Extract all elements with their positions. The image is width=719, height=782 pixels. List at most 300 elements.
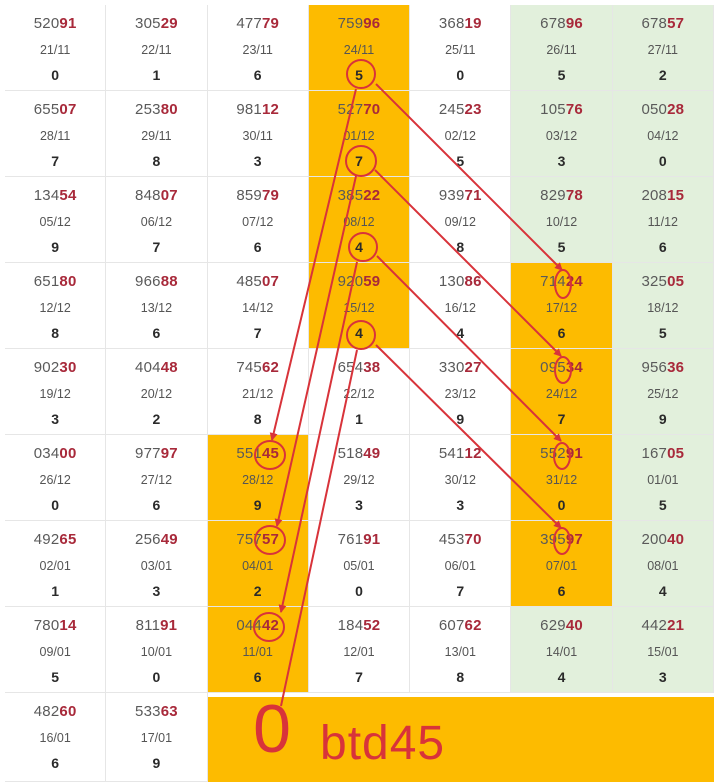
result-number-tail: 60	[59, 703, 77, 720]
result-date: 08/01	[647, 559, 679, 573]
result-number-tail: 38	[363, 359, 381, 376]
result-number-head: 829	[540, 187, 566, 204]
result-digit: 3	[456, 497, 465, 513]
result-number-head: 208	[641, 187, 668, 204]
result-number-head: 527	[337, 101, 364, 118]
result-digit: 3	[355, 497, 363, 513]
result-number-head: 678	[641, 15, 668, 32]
result-number-head: 902	[33, 359, 60, 376]
result-number-tail: 21	[667, 617, 685, 634]
result-date: 20/12	[140, 387, 173, 401]
result-digit: 4	[456, 325, 465, 341]
result-cell	[106, 5, 207, 91]
result-number	[410, 187, 510, 204]
result-digit: 3	[253, 153, 262, 169]
result-cell	[511, 91, 612, 177]
result-number-tail: 29	[160, 15, 178, 32]
result-cell	[511, 263, 612, 349]
result-number-tail: 97	[160, 445, 178, 462]
result-number	[5, 187, 105, 204]
result-cell	[511, 521, 612, 607]
result-number-head: 105	[540, 101, 566, 118]
result-digit: 3	[658, 669, 667, 685]
result-number-head: 981	[236, 101, 262, 118]
result-number-head: 330	[438, 359, 465, 376]
result-digit: 6	[51, 755, 60, 771]
result-cell	[5, 177, 106, 263]
result-number-tail: 91	[59, 15, 77, 32]
result-number-head: 939	[438, 187, 465, 204]
result-number-head: 482	[33, 703, 60, 720]
result-digit: 0	[456, 67, 465, 83]
result-number-head: 184	[337, 617, 364, 634]
result-number-head: 034	[33, 445, 60, 462]
result-date: 03/12	[545, 129, 578, 143]
result-digit: 2	[658, 67, 667, 83]
result-digit: 0	[51, 67, 60, 83]
result-number	[309, 359, 409, 376]
result-number-tail: 97	[565, 531, 583, 548]
result-number-tail: 36	[667, 359, 685, 376]
result-number-tail: 07	[160, 187, 178, 204]
result-date: 18/12	[647, 301, 679, 315]
result-number-head: 167	[641, 445, 668, 462]
result-number	[106, 617, 206, 634]
result-number-tail: 27	[464, 359, 482, 376]
result-number-head: 200	[641, 531, 668, 548]
result-number-head: 714	[540, 273, 566, 290]
result-date: 24/11	[343, 43, 375, 57]
result-digit: 7	[456, 583, 465, 599]
result-number	[5, 101, 105, 118]
result-date: 01/01	[647, 473, 679, 487]
result-date: 26/11	[546, 43, 577, 57]
result-cell	[511, 5, 612, 91]
result-number	[613, 187, 713, 204]
result-number-tail: 07	[261, 273, 280, 290]
result-number-head: 520	[33, 15, 60, 32]
result-number-tail: 79	[261, 187, 280, 204]
result-number-head: 492	[33, 531, 60, 548]
result-number	[106, 15, 206, 32]
result-digit: 4	[355, 239, 363, 255]
result-cell	[613, 177, 714, 263]
result-number	[208, 445, 308, 462]
result-cell	[410, 177, 511, 263]
result-date: 17/12	[545, 301, 578, 315]
result-date: 06/12	[140, 215, 173, 229]
result-number-tail: 19	[464, 15, 482, 32]
result-digit: 5	[456, 153, 465, 169]
result-digit: 0	[355, 583, 363, 599]
result-digit: 7	[355, 153, 363, 169]
result-number	[511, 531, 611, 548]
result-date: 03/01	[140, 559, 173, 573]
result-digit: 8	[51, 325, 60, 341]
result-digit: 7	[355, 669, 363, 685]
result-number-head: 395	[540, 531, 566, 548]
result-date: 02/12	[444, 129, 476, 143]
result-date: 28/11	[39, 129, 71, 143]
result-digit: 3	[51, 411, 60, 427]
result-digit: 1	[51, 583, 60, 599]
result-number-tail: 78	[565, 187, 583, 204]
result-date: 09/01	[39, 645, 71, 659]
result-number	[410, 273, 510, 290]
result-digit: 9	[51, 239, 60, 255]
result-cell	[410, 5, 511, 91]
result-number-head: 404	[135, 359, 161, 376]
result-cell	[613, 263, 714, 349]
result-number-head: 678	[540, 15, 566, 32]
result-digit: 6	[253, 669, 262, 685]
result-number-head: 651	[33, 273, 60, 290]
result-number-tail: 07	[59, 101, 77, 118]
result-number-tail: 62	[464, 617, 482, 634]
result-number-head: 552	[540, 445, 566, 462]
result-number-head: 551	[236, 445, 262, 462]
result-date: 29/11	[141, 129, 172, 143]
result-number-tail: 91	[565, 445, 583, 462]
result-digit: 6	[253, 67, 262, 83]
result-number	[309, 531, 409, 548]
result-cell	[410, 607, 511, 693]
result-date: 27/11	[647, 43, 678, 57]
result-number	[613, 359, 713, 376]
result-date: 10/12	[545, 215, 578, 229]
result-number	[511, 187, 611, 204]
result-number-head: 977	[135, 445, 161, 462]
result-number-head: 305	[135, 15, 161, 32]
result-cell	[613, 521, 714, 607]
result-number-head: 518	[337, 445, 364, 462]
result-number	[309, 15, 409, 32]
result-number-tail: 28	[667, 101, 685, 118]
result-date: 29/12	[343, 473, 375, 487]
result-cell	[106, 91, 207, 177]
result-cell	[5, 349, 106, 435]
result-digit: 1	[152, 67, 161, 83]
big-zero-digit: 0	[253, 691, 291, 767]
result-number-head: 759	[337, 15, 364, 32]
result-digit: 6	[152, 325, 161, 341]
result-cell	[309, 435, 410, 521]
result-date: 09/12	[444, 215, 476, 229]
result-digit: 6	[658, 239, 667, 255]
result-date: 08/12	[343, 215, 375, 229]
result-number	[106, 187, 206, 204]
result-digit: 6	[557, 583, 566, 599]
result-digit: 9	[152, 755, 161, 771]
result-number-tail: 80	[59, 273, 77, 290]
result-number	[511, 273, 611, 290]
result-digit: 6	[253, 239, 262, 255]
result-date: 30/11	[242, 129, 273, 143]
result-date: 01/12	[343, 129, 375, 143]
result-digit: 7	[253, 325, 262, 341]
result-cell	[106, 435, 207, 521]
result-number	[309, 187, 409, 204]
result-cell	[106, 607, 207, 693]
result-number-tail: 00	[59, 445, 77, 462]
result-cell	[208, 91, 309, 177]
annotation-note: btd45	[320, 717, 446, 770]
result-date: 27/12	[140, 473, 173, 487]
result-cell	[309, 91, 410, 177]
result-cell	[309, 607, 410, 693]
result-number	[309, 445, 409, 462]
result-digit: 7	[152, 239, 161, 255]
result-cell	[208, 263, 309, 349]
result-date: 16/01	[39, 731, 71, 745]
result-number-head: 325	[641, 273, 668, 290]
result-number-tail: 62	[261, 359, 280, 376]
result-number-tail: 80	[160, 101, 178, 118]
result-digit: 5	[658, 497, 667, 513]
result-number	[208, 101, 308, 118]
result-number-head: 253	[135, 101, 161, 118]
result-date: 10/01	[140, 645, 173, 659]
result-number-head: 920	[337, 273, 364, 290]
result-digit: 9	[253, 497, 262, 513]
result-number-tail: 86	[464, 273, 482, 290]
result-cell	[309, 5, 410, 91]
result-number-tail: 63	[160, 703, 178, 720]
annotation-box	[208, 697, 714, 782]
result-number-head: 848	[135, 187, 161, 204]
result-digit: 0	[51, 497, 60, 513]
result-cell	[613, 435, 714, 521]
result-digit: 4	[355, 325, 363, 341]
result-number	[613, 445, 713, 462]
result-date: 16/12	[444, 301, 476, 315]
result-digit: 0	[152, 669, 161, 685]
result-number-tail: 70	[464, 531, 482, 548]
result-cell	[5, 521, 106, 607]
result-digit: 3	[152, 583, 161, 599]
result-number-tail: 49	[363, 445, 381, 462]
result-cell	[511, 435, 612, 521]
result-digit: 0	[658, 153, 667, 169]
result-cell	[511, 607, 612, 693]
result-number-tail: 65	[59, 531, 77, 548]
result-cell	[208, 349, 309, 435]
result-number-tail: 30	[59, 359, 77, 376]
result-cell	[208, 435, 309, 521]
result-number	[511, 359, 611, 376]
result-number-head: 453	[438, 531, 465, 548]
result-number-tail: 05	[667, 273, 685, 290]
result-number	[309, 101, 409, 118]
result-number-head: 655	[33, 101, 60, 118]
result-number-tail: 12	[261, 101, 280, 118]
results-grid	[5, 5, 714, 782]
result-number-tail: 49	[160, 531, 178, 548]
result-number-head: 368	[438, 15, 465, 32]
result-number-tail: 23	[464, 101, 482, 118]
result-number-head: 607	[438, 617, 465, 634]
result-number-head: 757	[236, 531, 262, 548]
result-number	[309, 617, 409, 634]
result-cell	[5, 263, 106, 349]
result-number	[613, 531, 713, 548]
result-digit: 6	[557, 325, 566, 341]
result-number	[410, 445, 510, 462]
result-number-tail: 57	[667, 15, 685, 32]
result-number	[613, 273, 713, 290]
result-number	[208, 359, 308, 376]
result-cell	[613, 91, 714, 177]
result-cell	[208, 177, 309, 263]
result-number-head: 541	[438, 445, 465, 462]
result-number	[106, 273, 206, 290]
result-cell	[613, 5, 714, 91]
result-date: 11/12	[647, 215, 678, 229]
result-digit: 7	[51, 153, 60, 169]
result-digit: 3	[557, 153, 566, 169]
result-cell	[410, 435, 511, 521]
result-number-head: 256	[135, 531, 161, 548]
result-number-tail: 22	[363, 187, 381, 204]
result-number-tail: 40	[667, 531, 685, 548]
result-number-tail: 54	[59, 187, 77, 204]
result-digit: 8	[152, 153, 161, 169]
result-date: 15/01	[647, 645, 679, 659]
result-number-head: 956	[641, 359, 668, 376]
result-number	[511, 617, 611, 634]
result-number-tail: 57	[261, 531, 280, 548]
result-number	[208, 617, 308, 634]
result-cell	[106, 521, 207, 607]
result-cell	[5, 435, 106, 521]
result-digit: 5	[557, 67, 566, 83]
result-cell	[410, 263, 511, 349]
result-cell	[5, 91, 106, 177]
result-digit: 9	[658, 411, 667, 427]
result-date: 11/01	[242, 645, 273, 659]
result-number-tail: 40	[565, 617, 583, 634]
result-number-head: 477	[236, 15, 262, 32]
result-digit: 4	[658, 583, 667, 599]
result-number-tail: 88	[160, 273, 178, 290]
result-number-head: 966	[135, 273, 161, 290]
result-date: 06/01	[444, 559, 476, 573]
result-date: 05/12	[39, 215, 71, 229]
result-number-tail: 91	[160, 617, 178, 634]
result-cell	[309, 521, 410, 607]
result-cell	[5, 693, 106, 782]
result-cell	[613, 349, 714, 435]
result-number-head: 629	[540, 617, 566, 634]
result-number	[410, 15, 510, 32]
result-date: 24/12	[545, 387, 578, 401]
result-number-head: 533	[135, 703, 161, 720]
result-number	[613, 101, 713, 118]
result-number	[5, 445, 105, 462]
result-number-tail: 59	[363, 273, 381, 290]
result-date: 07/01	[545, 559, 578, 573]
result-date: 22/11	[141, 43, 172, 57]
result-number	[613, 617, 713, 634]
result-number	[208, 531, 308, 548]
result-digit: 0	[557, 497, 566, 513]
result-cell	[106, 693, 207, 782]
result-date: 21/12	[242, 387, 274, 401]
result-digit: 5	[51, 669, 60, 685]
result-number-tail: 42	[261, 617, 280, 634]
result-number-tail: 70	[363, 101, 381, 118]
result-number	[613, 15, 713, 32]
result-cell	[208, 607, 309, 693]
result-cell	[511, 177, 612, 263]
result-number-tail: 76	[565, 101, 583, 118]
result-date: 22/12	[343, 387, 375, 401]
result-number-head: 044	[236, 617, 262, 634]
result-number	[208, 15, 308, 32]
result-number-head: 745	[236, 359, 262, 376]
result-number	[208, 273, 308, 290]
result-date: 28/12	[242, 473, 274, 487]
result-digit: 1	[355, 411, 363, 427]
result-number	[208, 187, 308, 204]
result-number-head: 761	[337, 531, 364, 548]
result-number	[106, 531, 206, 548]
result-cell	[309, 349, 410, 435]
result-number	[410, 531, 510, 548]
result-cell	[309, 263, 410, 349]
result-number	[410, 101, 510, 118]
result-number-head: 780	[33, 617, 60, 634]
result-number-head: 859	[236, 187, 262, 204]
result-number-tail: 52	[363, 617, 381, 634]
result-date: 25/11	[445, 43, 476, 57]
result-date: 05/01	[343, 559, 375, 573]
result-number	[410, 359, 510, 376]
result-date: 04/01	[242, 559, 274, 573]
result-cell	[106, 177, 207, 263]
result-number-tail: 15	[667, 187, 685, 204]
result-number	[511, 445, 611, 462]
result-number	[106, 445, 206, 462]
result-number	[5, 703, 105, 720]
result-number	[106, 101, 206, 118]
result-digit: 5	[355, 67, 363, 83]
result-cell	[410, 349, 511, 435]
result-number-tail: 24	[565, 273, 583, 290]
result-date: 17/01	[140, 731, 173, 745]
result-number-tail: 14	[59, 617, 77, 634]
result-number-head: 130	[438, 273, 465, 290]
result-number-tail: 96	[363, 15, 381, 32]
result-number-head: 811	[135, 617, 161, 634]
result-number	[106, 703, 206, 720]
result-number-head: 385	[337, 187, 364, 204]
result-cell	[208, 5, 309, 91]
result-cell	[410, 91, 511, 177]
result-cell	[106, 349, 207, 435]
result-date: 23/12	[444, 387, 476, 401]
result-date: 21/11	[39, 43, 71, 57]
result-date: 14/01	[545, 645, 578, 659]
result-date: 04/12	[647, 129, 679, 143]
result-number-tail: 96	[565, 15, 583, 32]
result-digit: 8	[456, 239, 465, 255]
result-cell	[208, 521, 309, 607]
result-number-tail: 34	[565, 359, 583, 376]
result-date: 12/12	[39, 301, 71, 315]
result-cell	[410, 521, 511, 607]
result-number-head: 050	[641, 101, 668, 118]
